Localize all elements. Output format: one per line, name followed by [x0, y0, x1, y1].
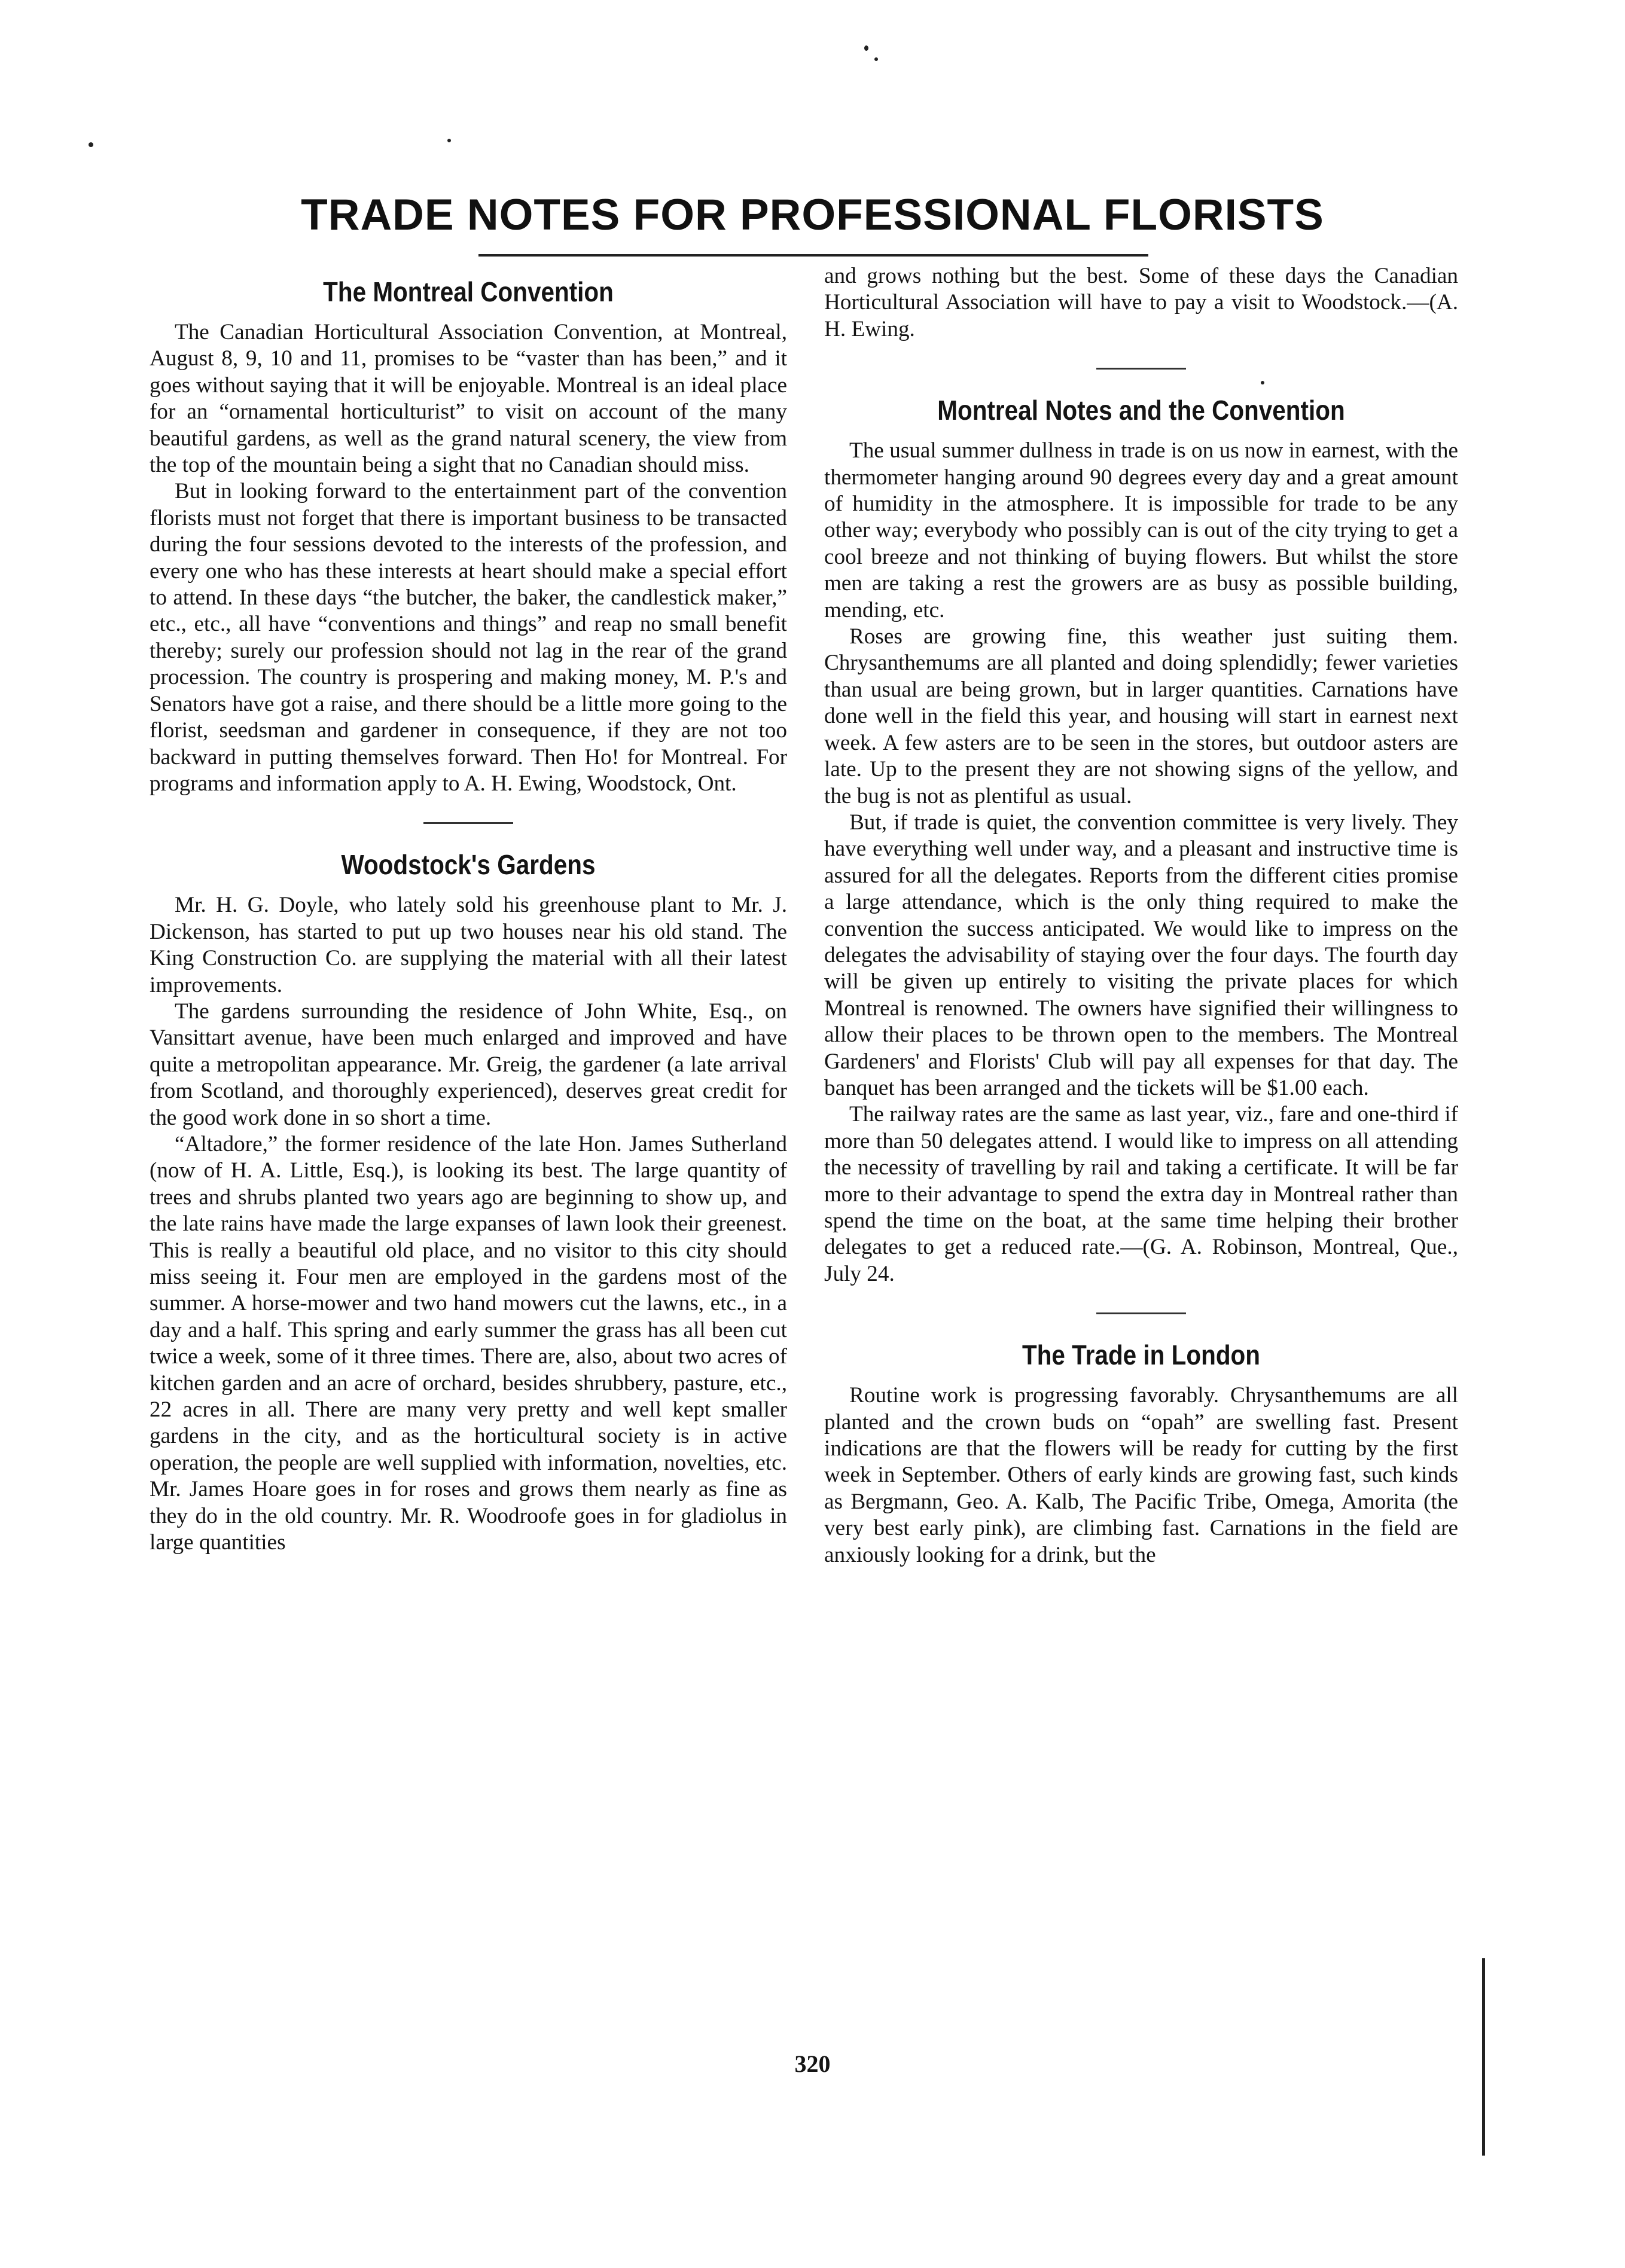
scan-speck: [874, 57, 878, 61]
article-woodstocks-gardens: [150, 848, 787, 1556]
article-paragraph: Mr. H. G. Doyle, who lately sold his greenhouse plant to Mr. J. Dickenson, has started to put up two houses near his old stand. The King Construction Co. are supplying the material with all their latest improvements.: [150, 893, 787, 997]
scan-speck: [89, 142, 93, 147]
section-divider: [1096, 1312, 1186, 1314]
article-montreal-notes: [824, 393, 1458, 1287]
article-paragraph: The railway rates are the same as last year, viz., fare and one-third if more than 50 delegates attend. I would like to impress on all attending the necessity of travelling by rail and taking a certificate. It will be far more to their advantage to spend the extra day in Montreal rather than spend the time on the boat, at the same time helping their brother delegates to get a reduced rate.—(G. A. Robinson, Montreal, Que., July 24.: [824, 1102, 1458, 1286]
article-continuation: and grows nothing but the best. Some of these days the Canadian Horticultural Association will have to pay a visit to Woodstock.—(A. H. Ewing.: [824, 264, 1458, 341]
article-trade-in-london: [824, 1338, 1458, 1568]
article-paragraph: But, if trade is quiet, the convention committee is very lively. They have everything well under way, and a pleasant and instructive time is assured for all the delegates. Reports from the different cities promise a large attendance, which is the only thing required to make the convention the success anticipated. We would like to impress on the delegates the advisability of staying over the four days. The fourth day will be given up entirely to visiting the private places for which Montreal is renowned. The owners have signified their willingness to allow their places to be thrown open to the members. The Montreal Gardeners' and Florists' Club will pay all expenses for that day. The banquet has been arranged and the tickets will be $1.00 each.: [824, 810, 1458, 1100]
scan-speck: [447, 139, 451, 142]
page-number: 320: [794, 2050, 831, 2077]
article-montreal-convention: [150, 275, 787, 797]
article-heading: The Montreal Convention: [323, 276, 614, 307]
page-title: TRADE NOTES FOR PROFESSIONAL FLORISTS: [301, 191, 1324, 239]
article-heading: The Trade in London: [1022, 1339, 1261, 1371]
article-paragraph: Roses are growing fine, this weather just suiting them. Chrysanthemums are all planted and doing splendidly; fewer varieties than usual are being grown, but in larger quantities. Carnations have done well in the field this year, and housing will start in earnest next week. A few asters are to be seen in the stores, but outdoor asters are late. Up to the present they are not showing signs of the yellow, and the bug is not as plentiful as usual.: [824, 624, 1458, 808]
article-paragraph: But in looking forward to the entertainment part of the convention florists must not forget that there is important business to be transacted during the four sessions devoted to the interests of the profession, and every one who has these interests at heart should make a special effort to attend. In these days “the butcher, the baker, the candlestick maker,” etc., etc., all have “conventions and things” and reap no small benefit thereby; surely our profession should not lag in the rear of the grand procession. The country is prospering and making money, M. P.'s and Senators have got a raise, and there should be a little more going to the florist, seedsman and gardener in consequence, if they are not too backward in putting themselves forward. Then Ho! for Montreal. For programs and information apply to A. H. Ewing, Woodstock, Ont.: [150, 479, 787, 796]
right-column: [824, 263, 1458, 1568]
scan-edge-line: [1482, 1958, 1485, 2156]
left-column: [150, 263, 787, 1556]
article-heading: Woodstock's Gardens: [341, 849, 596, 881]
article-paragraph: The Canadian Horticultural Association Convention, at Montreal, August 8, 9, 10 and 11, promises to be “vaster than has been,” and it goes without saying that it will be enjoyable. Montreal is an ideal place for an “ornamental horticulturist” to visit on account of the many beautiful gardens, as well as the grand natural scenery, the view from the top of the mountain being a sight that no Canadian should miss.: [150, 320, 787, 478]
article-paragraph: The usual summer dullness in trade is on us now in earnest, with the thermometer hanging around 90 degrees every day and a great amount of humidity in the atmosphere. It is impossible for trade to be any other way; everybody who possibly can is out of the city trying to get a cool breeze and not thinking of buying flowers. But whilst the store men are taking a rest the growers are as busy as possible building, mending, etc.: [824, 438, 1458, 622]
article-paragraph: “Altadore,” the former residence of the late Hon. James Sutherland (now of H. A. Little, Esq.), is looking its best. The large quantity of trees and shrubs planted two years ago are beginning to show up, and the late rains have made the large expanses of lawn look their greenest. This is really a beautiful old place, and no visitor to this city should miss seeing it. Four men are employed in the gardens most of the summer. A horse-mower and two hand mowers cut the lawns, etc., in a day and a half. This spring and early summer the grass has all been cut twice a week, some of it three times. There are, also, about two acres of kitchen garden and an acre of orchard, besides shrubbery, pasture, etc., 22 acres in all. There are many very pretty and well kept smaller gardens in the city, and as the horticultural society is in active operation, the people are well supplied with information, novelties, etc. Mr. James Hoare goes in for roses and grows them nearly as fine as they do in the old country. Mr. R. Woodroofe goes in for gladiolus in large quantities: [150, 1131, 787, 1555]
title-underline: [478, 254, 1148, 257]
article-heading: Montreal Notes and the Convention: [937, 395, 1345, 426]
article-paragraph: Routine work is progressing favorably. Chrysanthemums are all planted and the crown buds on “opah” are swelling fast. Present indications are that the flowers will be ready for cutting by the first week in September. Others of early kinds are growing fast, such kinds as Bergmann, Geo. A. Kalb, The Pacific Tribe, Omega, Amorita (the very best early pink), are climbing fast. Carnations in the field are anxiously looking for a drink, but the: [824, 1383, 1458, 1567]
scan-speck: [864, 45, 868, 51]
section-divider: [423, 822, 513, 824]
article-paragraph: The gardens surrounding the residence of John White, Esq., on Vansittart avenue, have been much enlarged and improved and have quite a metropolitan appearance. Mr. Greig, the gardener (a late arrival from Scotland, and thoroughly experienced), deserves great credit for the good work done in so short a time.: [150, 999, 787, 1130]
section-divider: [1096, 368, 1186, 370]
